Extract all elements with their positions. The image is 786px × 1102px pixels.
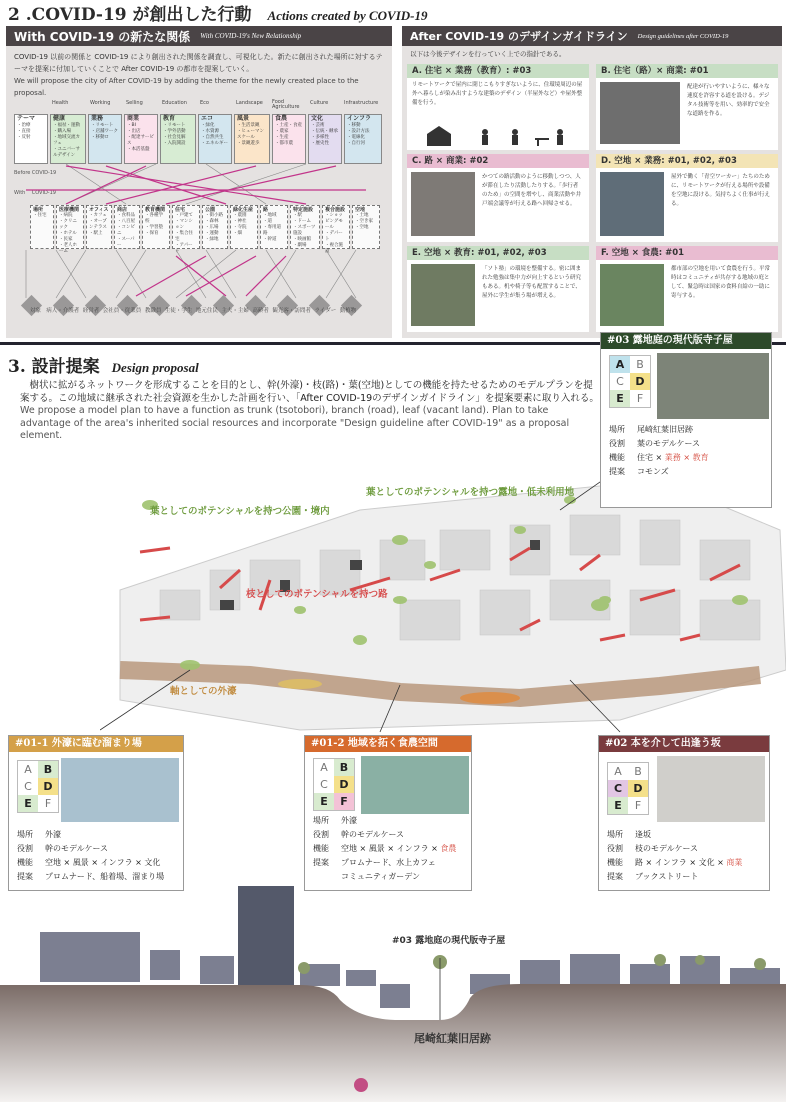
place-box: 特定施設 ・駅 ・ドーム ・スポーツ施設 ・映画館 ・劇場 (290, 205, 320, 249)
trunk-label: 軸としての外濠 (170, 686, 237, 697)
guideline-title: After COVID-19 のデザインガイドライン (410, 30, 628, 43)
description-jp: 樹状に拡がるネットワークを形成することを目的とし、幹(外濠)・枝(路)・葉(空地)としての機能を持たせるためのモデルプランを提案する。この地域に継承された社会資源を生かした計画を行い、「After COVID-19のデザインガイドライン」を提案要素に取り入れる。 (20, 380, 599, 404)
place-box: 商店 ・食料品 ・八百屋 ・コンビニ ・スーパー (114, 205, 140, 249)
theme-box: 商業 ・BI ・出店 ・配達サービス ・本活基盤 (124, 114, 158, 164)
intro-en: We will propose the city of After COVID-19 by adding the theme for the newly created place to the proposal. (14, 77, 359, 97)
theme-box: テーマ ・治療 ・直接 ・反射 (14, 114, 48, 164)
place-box: 空地 ・土地 ・空き家 ・空地 (352, 205, 380, 249)
place-box: 路 ・地域 ・道 ・専用道路 ・幹道 (260, 205, 288, 249)
with-covid-title-en: With COVID-19's New Relationship (200, 32, 302, 40)
theme-box: エコ ・緑化 ・水資源 ・自然共生 ・エネルギー (198, 114, 232, 164)
place-box: 住宅 ・戸建て ・マンション ・集合住宅 ・アパート (172, 205, 200, 249)
audience-row: 対象 病人・介護者 経営者 会社員・従業員 教職員 生徒・学生 地元住民 主夫・主婦 高齢者 観光客・訪問者 ライダー 動植物 (30, 308, 357, 314)
card-row: 場所 逢坂 (607, 830, 651, 839)
proposal-card-03 (600, 332, 772, 508)
card-row: 提案 コモンズ (609, 467, 669, 476)
card-row: 役割 幹のモデルケース (17, 844, 109, 853)
guideline-card-e: E. 空地 × 教育: #01, #02, #03 「ソト塾」の環境を整備する。密に囲まれた勉強は集中力が向上するという研究もある。机や椅子等も配置することで、屋外に学生が集う場が増える。 (407, 246, 589, 332)
section2-title-en: Actions created by COVID-19 (267, 8, 428, 23)
silhouette-ground-label: 尾崎紅葉旧居跡 (414, 1032, 491, 1045)
proposal-card-01-1 (8, 735, 184, 891)
guideline-bar (402, 26, 782, 46)
with-covid-bar (6, 26, 392, 46)
with-covid-title: With COVID-19 の新たな関係 (14, 29, 191, 44)
letter-grid: A B C D E F (609, 355, 651, 408)
col-label: Infrastructure (344, 100, 379, 106)
card-row: 機能 路 × インフラ × 文化 × 商業 (607, 858, 743, 867)
theme-column-labels (14, 100, 384, 110)
place-box: 教育機関 ・各種学校 ・学習塾 ・保育 (142, 205, 170, 249)
letter-grid: A B C D E F (17, 760, 59, 813)
courtyard-render (657, 353, 769, 419)
place-box: 緑化生産 ・農園 ・神社 ・寺院 ・畑 (230, 205, 258, 249)
proposal-card-title: #03 露地庭の現代版寺子屋 (601, 333, 771, 349)
leaf-park-label: 葉としてのポテンシャルを持つ公園・境内 (150, 506, 330, 517)
place-box: 公園 ・街小路 ・森林 ・広場 ・運動 ・緑地 (202, 205, 228, 249)
col-label: Working (90, 100, 111, 106)
description-en: We propose a model plan to have a function as trunk (tsotobori), branch (road), leaf (vacant land). Plan to take advantage of the area's inherited social resources and incorporate "Design guideline after COVID-19" as a proposal element. (20, 405, 570, 441)
guideline-panel (402, 26, 782, 338)
proposal-card-01-2 (304, 735, 472, 891)
proposal-card-title: #01-1 外濠に臨む溜まり場 (9, 736, 183, 752)
street-photo (411, 172, 475, 236)
branch-road-label: 枝としてのポテンシャルを持つ路 (246, 589, 388, 600)
slope-sketch (657, 756, 765, 822)
theme-box: 健康 ・福祉・運動 ・購入場 ・地域交流カフェ ・ユニバーサルデザイン (50, 114, 86, 164)
card-row: 提案 プロムナード、水上カフェ (313, 858, 436, 867)
cyclist-photo (600, 82, 680, 144)
card-row: 機能 空地 × 風景 × インフラ × 食農 (313, 844, 457, 853)
theme-box: 文化 ・芸術 ・伝統・継承 ・多様性 ・歴史性 (308, 114, 342, 164)
card-row: 役割 幹のモデルケース (313, 830, 405, 839)
card-row: 機能 空地 × 風景 × インフラ × 文化 (17, 858, 161, 867)
card-row: 役割 枝のモデルケース (607, 844, 699, 853)
card-row: 提案 ブックストリート (607, 872, 699, 881)
silhouette-top-label: #03 露地庭の現代版寺子屋 (392, 936, 506, 946)
section2-title: 2 .COVID-19 が創出した行動 (8, 5, 252, 25)
place-box: 医療機関 ・病院 ・クリニック ・ホテル ・民家 ・老人ホーム (56, 205, 84, 249)
card-row: 役割 葉のモデルケース (609, 439, 701, 448)
house-people-icon (425, 124, 575, 148)
guideline-card-c: C. 路 × 商業: #02 かつての路活動のように移動しつつ、人が滞在したり活動したりする。「歩行者のため」の空間を増やし、商業活動や井戸端会議等が行える路へ回帰させる。 (407, 154, 589, 242)
section3-description (20, 380, 600, 443)
col-label: Eco (200, 100, 209, 106)
guideline-card-a: A. 住宅 × 業務（教育）: #03 リモートワークで屋内に閉じこもりすぎないように、住環境周辺の屋外へ暮らしが染み出すような建築のデザイン（半屋外など）や屋外整備を行う。 (407, 64, 589, 150)
letter-grid: A B C D E F (607, 762, 649, 815)
with-covid-label: With COVID-19 (14, 190, 56, 196)
riverside-render (61, 758, 179, 822)
guideline-sub: 以下は今後デザインを行っていく上での指針である。 (410, 50, 566, 58)
card-row: 提案 プロムナード、船着場、溜まり場 (17, 872, 165, 881)
card-row: 機能 住宅 × 業務 × 教育 (609, 453, 709, 462)
section2-heading (0, 0, 786, 24)
park-desk-photo (411, 264, 475, 326)
col-label: Culture (310, 100, 329, 106)
before-covid-label: Before COVID-19 (14, 170, 57, 176)
compass-icon (354, 1078, 368, 1092)
guideline-card-d: D. 空地 × 業務: #01, #02, #03 屋外で働く「青空ワーカー」たちのために、リモートワークが行える場所や設備を空地に設ける。気持ちよく仕事が行える。 (596, 154, 778, 242)
col-label: Education (162, 100, 187, 106)
card-row: 場所 外濠 (17, 830, 61, 839)
section3-heading (8, 352, 199, 377)
place-box: 複合施設 ・ショッピングモール ・デパート ・複合施設 (322, 205, 350, 249)
proposal-card-title: #01-2 地域を拓く食農空間 (305, 736, 471, 752)
section3-title-en: Design proposal (111, 360, 199, 375)
theme-box: 教育 ・リモート ・学外活動 ・社会見解 ・入院開設 (160, 114, 196, 164)
col-label: Selling (126, 100, 143, 106)
tall-tower (238, 886, 294, 996)
theme-box: 風景 ・生活景観 ・ヒューマンスケール ・景観遊歩 (234, 114, 270, 164)
guideline-card-f: F. 空地 × 食農: #01 都市部の空地を用いて食農を行う。平常時はコミュニティが共存する地域の庭として、緊急時は国家の食料自給の一助に寄与する。 (596, 246, 778, 332)
card-row: 場所 尾崎紅葉旧居跡 (609, 425, 693, 434)
rooftop-garden-photo (600, 264, 664, 326)
ground-section-silhouette (0, 880, 786, 1102)
theme-box: 食農 ・土産・食産 ・農家 ・生産 ・都市農 (272, 114, 306, 164)
col-label: Health (52, 100, 69, 106)
with-covid-intro (6, 46, 392, 99)
col-label: Food Agriculture (272, 99, 300, 110)
office-photo (600, 172, 664, 236)
col-label: Landscape (236, 100, 263, 106)
place-box: 場所 ・住宅 (30, 205, 54, 249)
theme-box: インフラ ・移動 ・設計方法 ・電線化 ・自行河 (344, 114, 382, 164)
card-row: コミュニティガーデン (341, 872, 421, 881)
place-box: オフィス ・カフェ ・オープンテラス ・駅上 (86, 205, 112, 249)
proposal-card-title: #02 本を介して出逢う坂 (599, 736, 769, 752)
section3-title: 3. 設計提案 (8, 357, 100, 377)
theme-box: 業務 ・リモート ・店舗ワーク ・移動ロ (88, 114, 122, 164)
card-row: 場所 外濠 (313, 816, 357, 825)
guideline-title-en: Design guidelines after COVID-19 (637, 32, 729, 40)
guideline-card-b: B. 住宅（路）× 商業: #01 配達が行いやすいように、様々な速度を許容する道を設ける。デジタル技術等を用い、効率的で安全な道路を作る。 (596, 64, 778, 150)
letter-grid: A B C D E F (313, 758, 355, 811)
leaf-lot-label: 葉としてのポテンシャルを持つ露地・低未利用地 (366, 487, 575, 498)
intro-jp: COVID-19 以前の関係と COVID-19 により創出された関係を調査し、可視化した。新たに創出された場所に対するテーマを提案に付加していくことで After COVID-19 の都市を提案していく。 (14, 53, 383, 73)
proposal-card-02 (598, 735, 770, 891)
food-farm-render (361, 756, 469, 814)
